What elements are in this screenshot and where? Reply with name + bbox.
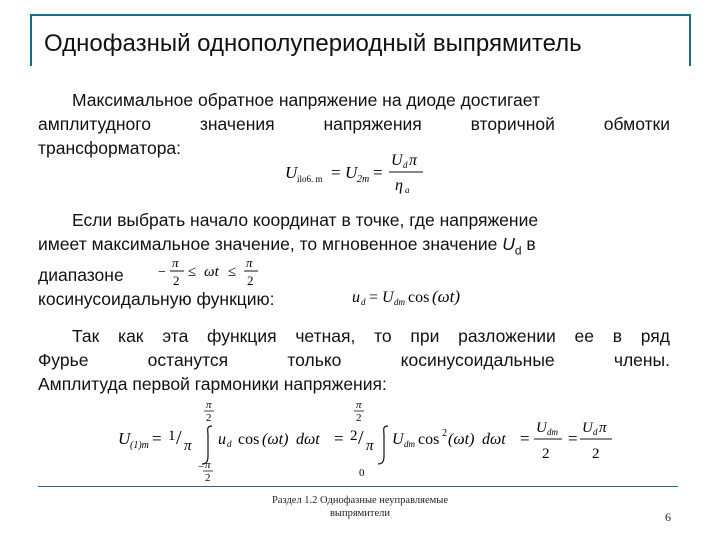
f2-upper-pi: π	[206, 399, 212, 411]
paragraph-3-word: останутся	[147, 350, 229, 370]
f2-frac-num-sub: dm	[547, 427, 558, 437]
title-frame-top	[30, 14, 690, 16]
paragraph-3-line-2	[38, 348, 670, 372]
f2-slash: /	[176, 427, 182, 449]
page-number: 6	[665, 510, 671, 524]
f2-arg1: (ωt)	[262, 431, 289, 448]
paragraph-2-ud-var: U	[502, 234, 515, 254]
paragraph-2-line-2	[38, 232, 670, 263]
paragraph-2-ud-sub: d	[514, 243, 522, 258]
paragraph-1-line-2: амплитудного значения напряжения вторичной обмотки	[38, 114, 670, 134]
slide-title: Однофазный однополупериодный выпрямитель	[44, 30, 582, 57]
f2-eq2: =	[334, 429, 344, 448]
f2-one: 1	[168, 428, 176, 444]
cos-U: U	[382, 289, 394, 306]
formula1-lhs-sub: ilo6. m	[297, 174, 323, 184]
f2-upper2-2: 2	[356, 412, 362, 424]
paragraph-3-word: косинусоидальные	[400, 350, 555, 370]
range-two2: 2	[247, 273, 254, 288]
f2-d2: dωt	[482, 431, 506, 448]
f2-arg2: (ωt)	[448, 431, 475, 448]
formula1-lhs: U	[285, 163, 298, 182]
range-two1: 2	[173, 273, 180, 288]
paragraph-3-word: Фурье	[38, 350, 89, 370]
cos-u: u	[352, 289, 360, 306]
formula1-eq1: =	[331, 163, 341, 182]
f2-U2-sub: dm	[404, 439, 415, 449]
formula1-den: η	[395, 177, 403, 194]
range-pi2: π	[246, 255, 253, 270]
f2-eq: =	[152, 429, 162, 448]
f2-cos1: cos	[238, 431, 260, 448]
f2-frac-den: 2	[542, 446, 550, 462]
paragraph-3-word: только	[287, 350, 342, 370]
paragraph-1-line-1: Максимальное обратное напряжение на диоде достигает	[72, 90, 540, 110]
f2-upper-2: 2	[206, 412, 212, 424]
title-frame-left	[30, 14, 32, 66]
paragraph-1-line-3: трансформатора:	[38, 138, 182, 158]
paragraph-3-line-1: Так как эта функция четная, то при разложении ее в ряд	[72, 326, 670, 346]
footer-caption	[255, 494, 465, 520]
paragraph-2-line-4: косинусоидальную функцию:	[38, 288, 275, 309]
f2-frac2-num-sub: d	[593, 427, 598, 437]
formula1-num-sub: d	[403, 160, 408, 170]
paragraph-3	[38, 324, 670, 396]
paragraph-3-line-3: Амплитуда первой гармоники напряжения:	[38, 374, 387, 394]
f2-upper2-pi: π	[356, 399, 362, 411]
formula1-num: U	[391, 152, 403, 169]
f2-lhs-sub: (1)m	[130, 440, 149, 451]
f2-lower-2: 2	[205, 472, 211, 484]
paragraph-2-line-1: Если выбрать начало координат в точке, где напряжение	[72, 210, 539, 230]
f2-U2: U	[392, 431, 404, 448]
range-le2: ≤	[228, 264, 237, 280]
range-wt: ωt	[204, 264, 219, 280]
f2-lower-minus: −	[198, 461, 205, 473]
range-pi1: π	[172, 255, 179, 270]
cos-u-sub: d	[361, 297, 366, 307]
footer-line-2: выпрямители	[329, 508, 391, 519]
formula1-mid: U	[345, 163, 358, 182]
cos-eq: =	[369, 289, 379, 306]
f2-sq: 2	[442, 428, 447, 439]
cos-arg: (ωt)	[432, 287, 461, 306]
title-frame-right	[689, 14, 691, 66]
f2-lower2: 0	[359, 467, 365, 479]
f2-eq4: =	[568, 429, 578, 448]
paragraph-2-line-3: диапазоне	[38, 264, 124, 285]
f2-lhs: U	[118, 429, 131, 448]
range-le1: ≤	[188, 264, 197, 280]
f2-integrand-u: u	[218, 431, 226, 448]
footer-line-1: Раздел 1.2 Однофазные неуправляемые	[271, 495, 448, 506]
formula-range	[158, 256, 280, 288]
paragraph-2-line-2-end: в	[521, 234, 536, 254]
f2-integrand-u-sub: d	[227, 439, 232, 449]
f2-integral-sign-2	[378, 426, 388, 464]
footer-divider	[38, 486, 678, 487]
formula1-num-pi: π	[409, 152, 418, 169]
formula1-eq2: =	[373, 163, 383, 182]
formula-first-harmonic	[118, 396, 618, 482]
formula1-mid-sub: 2m	[357, 174, 370, 185]
f2-two: 2	[350, 428, 358, 444]
f2-slash2: /	[358, 427, 364, 449]
f2-frac2-pi: π	[599, 420, 607, 436]
f2-lower-pi: π	[205, 459, 211, 471]
paragraph-2-line-2-text: имеет максимальное значение, то мгновенное значение	[38, 234, 503, 254]
f2-frac-num: U	[536, 420, 547, 436]
f2-frac2-den: 2	[592, 446, 600, 462]
f2-eq3: =	[520, 429, 530, 448]
cos-U-sub: dm	[394, 297, 405, 307]
f2-frac2-num: U	[582, 420, 593, 436]
formula-reverse-voltage	[285, 150, 435, 198]
f2-d1: dωt	[296, 431, 320, 448]
f2-pi2: π	[366, 438, 374, 454]
f2-pi: π	[184, 438, 192, 454]
f2-cos2: cos	[418, 431, 440, 448]
range-minus: −	[158, 265, 166, 280]
paragraph-3-word: члены.	[613, 350, 670, 370]
formula1-den-sub: a	[405, 185, 410, 195]
cos-func: cos	[408, 289, 430, 306]
formula-cos	[352, 282, 482, 312]
